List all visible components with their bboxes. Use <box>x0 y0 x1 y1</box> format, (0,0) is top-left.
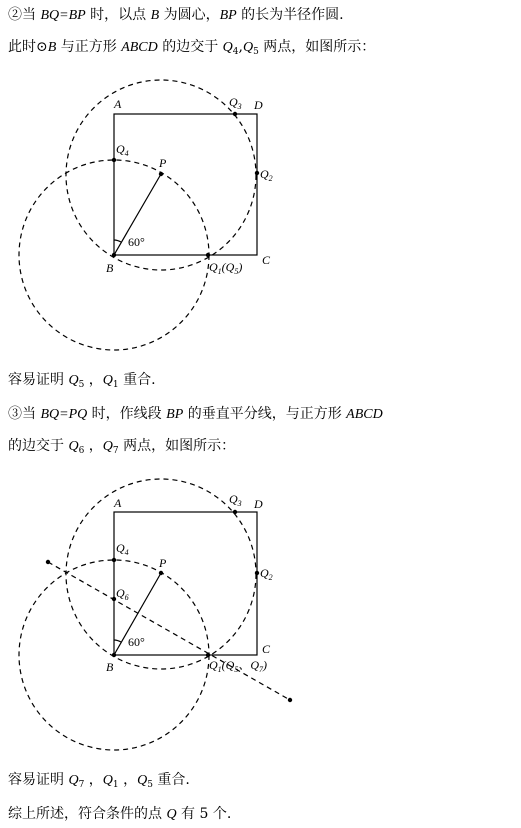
t: 有 <box>176 806 200 822</box>
t: 的边交于 <box>157 39 223 55</box>
label-d: D <box>254 497 263 511</box>
label-q1-q5 <box>209 260 242 276</box>
t: ②当 <box>8 7 41 23</box>
t: Q <box>209 658 218 672</box>
point-b <box>112 253 116 257</box>
label-d: D <box>254 98 263 112</box>
t: ) <box>238 260 243 274</box>
t: 4 <box>124 548 129 557</box>
t: Q <box>102 439 113 454</box>
t: 两点，如图所示： <box>258 39 376 55</box>
t: Q <box>242 40 254 55</box>
t: 7 <box>78 780 85 790</box>
t: Q <box>116 142 125 156</box>
t: BQ=PQ <box>40 407 88 422</box>
t: Q <box>166 807 177 822</box>
point-q4 <box>112 158 116 162</box>
t: 容易证明 <box>8 372 69 388</box>
t: Q <box>102 773 113 788</box>
t: 6 <box>78 446 85 456</box>
t: 5 <box>234 267 239 276</box>
label-c: C <box>262 253 271 267</box>
angle-arc <box>114 240 121 242</box>
label-a: A <box>114 496 122 510</box>
t: Q <box>116 586 125 600</box>
text-line-6 <box>8 771 190 794</box>
text-line-3 <box>8 371 156 394</box>
t: 4 <box>124 149 129 158</box>
t: ， <box>84 772 103 788</box>
t: 个. <box>208 806 232 822</box>
t: B <box>150 8 160 23</box>
text-line-4 <box>8 405 383 424</box>
t: 5 <box>234 665 239 674</box>
point-end-1 <box>46 560 50 564</box>
t: 时，以点 <box>85 7 151 23</box>
label-q3 <box>229 95 242 111</box>
t: 3 <box>237 499 242 508</box>
t: 综上所述，符合条件的点 <box>8 806 167 822</box>
point-q1 <box>206 653 210 657</box>
t: ③当 <box>8 406 41 422</box>
text-line-1 <box>8 6 344 25</box>
angle-label: 60° <box>128 235 145 249</box>
t: 1 <box>217 665 222 674</box>
label-b: B <box>106 261 114 275</box>
t: ， <box>118 772 138 788</box>
point-q2 <box>255 571 259 575</box>
point-end-2 <box>288 698 292 702</box>
t: ， <box>84 372 103 388</box>
text-line-7 <box>8 805 231 824</box>
t: ( <box>221 658 226 672</box>
t: 两点，如图所示： <box>118 438 236 454</box>
t: BQ=BP <box>40 8 86 23</box>
t: 5 <box>78 380 85 390</box>
t: 此时⊙ <box>8 39 48 55</box>
t: 7 <box>112 446 119 456</box>
label-b: B <box>106 660 114 674</box>
t: 1 <box>112 380 119 390</box>
t: ABCD <box>346 407 383 422</box>
label-p: P <box>159 156 167 170</box>
t: 的垂直平分线，与正方形 <box>183 406 347 422</box>
label-q2 <box>260 167 273 183</box>
t: ) <box>263 658 268 672</box>
t: 5 <box>147 780 153 790</box>
angle-arc <box>114 640 121 642</box>
t: Q <box>102 373 113 388</box>
point-q3 <box>233 112 237 116</box>
t: 4 <box>232 47 239 57</box>
label-p: P <box>159 556 167 570</box>
point-q1 <box>206 253 210 257</box>
t: 1 <box>112 780 119 790</box>
t: 重合. <box>118 372 156 388</box>
t: Q <box>137 773 148 788</box>
point-q4 <box>112 558 116 562</box>
angle-label: 60° <box>128 635 145 649</box>
t: Q <box>222 40 233 55</box>
t: 1 <box>217 267 222 276</box>
t: 的长为半径作圆. <box>236 7 344 23</box>
t: Q <box>116 541 125 555</box>
t: 时，作线段 <box>87 406 167 422</box>
t: 、 <box>238 658 251 672</box>
t: Q <box>260 167 269 181</box>
t: Q <box>229 492 238 506</box>
figure-1 <box>0 60 521 360</box>
t: Q <box>225 260 235 274</box>
t: Q <box>209 260 218 274</box>
t: BP <box>166 407 184 422</box>
t: 5 <box>199 806 209 822</box>
t: Q <box>68 439 79 454</box>
label-q4 <box>116 142 129 158</box>
point-p <box>159 571 163 575</box>
point-b <box>112 653 116 657</box>
point-q2 <box>255 171 259 175</box>
t: Q <box>229 95 238 109</box>
t: 3 <box>237 102 242 111</box>
point-p <box>159 172 163 176</box>
t: Q <box>260 566 269 580</box>
label-c: C <box>262 642 271 656</box>
t: 重合. <box>152 772 190 788</box>
t: 容易证明 <box>8 772 69 788</box>
label-q3 <box>229 492 242 508</box>
point-q3 <box>233 510 237 514</box>
t: 的边交于 <box>8 438 69 454</box>
t: ABCD <box>121 40 158 55</box>
t: B <box>47 40 57 55</box>
t: Q <box>68 773 79 788</box>
t: ， <box>84 438 103 454</box>
label-a: A <box>114 97 122 111</box>
label-q1-q5-q7 <box>209 658 267 674</box>
t: , <box>238 39 243 55</box>
label-q6 <box>116 586 129 602</box>
t: 6 <box>124 593 129 602</box>
t: Q <box>68 373 79 388</box>
t: ( <box>221 260 226 274</box>
t: BP <box>219 8 237 23</box>
t: 2 <box>268 573 273 582</box>
t: Q <box>250 658 260 672</box>
label-q2 <box>260 566 273 582</box>
t: Q <box>225 658 235 672</box>
text-line-2 <box>8 38 375 61</box>
t: 与正方形 <box>56 39 122 55</box>
t: 5 <box>253 47 259 57</box>
figure-2 <box>0 460 521 760</box>
t: 2 <box>268 174 273 183</box>
label-q4 <box>116 541 129 557</box>
t: 为圆心， <box>159 7 220 23</box>
t: 7 <box>259 665 264 674</box>
text-line-5 <box>8 437 235 460</box>
